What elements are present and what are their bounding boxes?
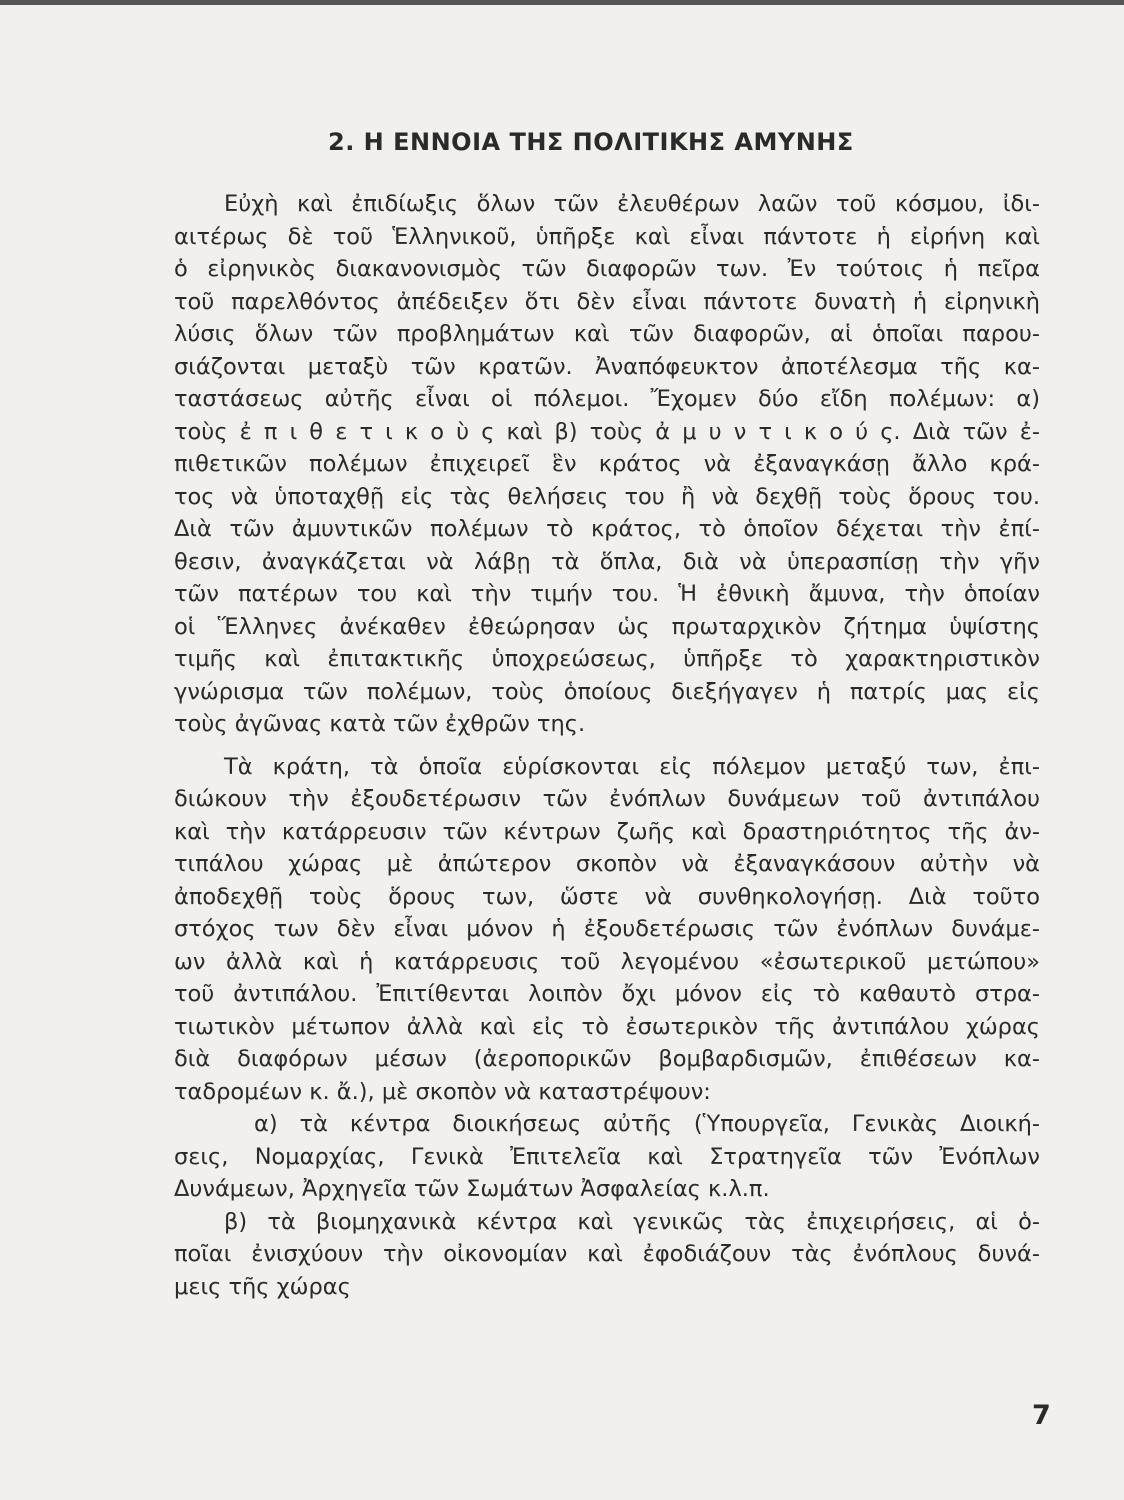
body-text <box>174 188 1040 1303</box>
text-line: λύσις ὅλων τῶν προβλημάτων καὶ τῶν διαφορῶν, αἱ ὁποῖαι παρου- <box>174 321 1040 347</box>
text-line: τῶν πατέρων του καὶ τὴν τιμήν του. Ἡ ἐθνικὴ ἄμυνα, τὴν ὁποίαν <box>174 581 1040 607</box>
text-line: Τὰ κράτη, τὰ ὁποῖα εὑρίσκονται εἰς πόλεμον μεταξύ των, ἐπι- <box>224 753 1040 780</box>
text-line: ἀποδεχθῇ τοὺς ὅρους των, ὥστε νὰ συνθηκολογήσῃ. Διὰ τοῦτο <box>174 883 1040 910</box>
text-line: τιμῆς καὶ ἐπιτακτικῆς ὑποχρεώσεως, ὑπῆρξε τὸ χαρακτηριστικὸν <box>174 646 1040 672</box>
text-line: διὰ διαφόρων μέσων (ἀεροπορικῶν βομβαρδισμῶν, ἐπιθέσεων κα- <box>174 1046 1040 1072</box>
text-line: ταδρομέων κ. ἄ.), μὲ σκοπὸν νὰ καταστρέψουν: <box>174 1078 711 1105</box>
list-item-a-line: Δυνάμεων, Ἀρχηγεῖα τῶν Σωμάτων Ἀσφαλείας κ.λ.π. <box>174 1176 770 1202</box>
text-line: σιάζονται μεταξὺ τῶν κρατῶν. Ἀναπόφευκτον ἀποτέλεσμα τῆς κα- <box>174 353 1040 380</box>
text-line: πιθετικῶν πολέμων ἐπιχειρεῖ ἓν κράτος νὰ ἐξαναγκάσῃ ἄλλο κρά- <box>174 451 1040 477</box>
text-line: τοῦ παρελθόντος ἀπέδειξεν ὅτι δὲν εἶναι πάντοτε δυνατὴ ἡ εἰρηνικὴ <box>174 288 1040 315</box>
text-line: διώκουν τὴν ἐξουδετέρωσιν τῶν ἐνόπλων δυνάμεων τοῦ ἀντιπάλου <box>174 786 1040 812</box>
text-line: ταστάσεως αὐτῆς εἶναι οἱ πόλεμοι. Ἔχομεν δύο εἴδη πολέμων: α) <box>174 386 1040 412</box>
text-line: Διὰ τῶν ἀμυντικῶν πολέμων τὸ κράτος, τὸ ὁποῖον δέχεται τὴν ἐπί- <box>174 516 1040 542</box>
text-line: τιπάλου χώρας μὲ ἀπώτερον σκοπὸν νὰ ἐξαναγκάσουν αὐτὴν νὰ <box>174 851 1040 877</box>
list-item-b-line: μεις τῆς χώρας <box>174 1273 351 1300</box>
list-item-a-line: σεις, Νομαρχίας, Γενικὰ Ἐπιτελεῖα καὶ Στρατηγεῖα τῶν Ἐνόπλων <box>174 1143 1040 1170</box>
text-line: τος νὰ ὑποταχθῇ εἰς τὰς θελήσεις του ἢ νὰ δεχθῇ τοὺς ὅρους του. <box>174 483 1040 510</box>
text-line: τιωτικὸν μέτωπον ἀλλὰ καὶ εἰς τὸ ἐσωτερικὸν τῆς ἀντιπάλου χώρας <box>174 1013 1040 1040</box>
paragraph-spacer <box>174 741 1040 751</box>
text-line: ὁ εἰρηνικὸς διακανονισμὸς τῶν διαφορῶν των. Ἐν τούτοις ἡ πεῖρα <box>174 256 1040 282</box>
list-item-a-line: α) τὰ κέντρα διοικήσεως αὐτῆς (Ὑπουργεῖα, Γενικὰς Διοική- <box>254 1111 1040 1137</box>
text-line: Εὐχὴ καὶ ἐπιδίωξις ὅλων τῶν ἐλευθέρων λαῶν τοῦ κόσμου, ἰδι- <box>224 191 1040 217</box>
text-line: καὶ τὴν κατάρρευσιν τῶν κέντρων ζωῆς καὶ δραστηριότητος τῆς ἀν- <box>174 818 1040 845</box>
text-line: τοῦ ἀντιπάλου. Ἐπιτίθενται λοιπὸν ὄχι μόνον εἰς τὸ καθαυτὸ στρα- <box>174 981 1040 1007</box>
text-line: τοὺς ἐ π ι θ ε τ ι κ ο ὺ ς καὶ β) τοὺς ἀ μ υ ν τ ι κ ο ύ ς. Διὰ τῶν ἐ- <box>174 418 1040 445</box>
text-line: γνώρισμα τῶν πολέμων, τοὺς ὁποίους διεξήγαγεν ἡ πατρίς μας εἰς <box>174 678 1040 705</box>
text-line: αιτέρως δὲ τοῦ Ἑλληνικοῦ, ὑπῆρξε καὶ εἶναι πάντοτε ἡ εἰρήνη καὶ <box>174 223 1040 250</box>
text-line: τοὺς ἀγῶνας κατὰ τῶν ἐχθρῶν της. <box>174 711 586 737</box>
page-number: 7 <box>1032 1400 1051 1431</box>
text-line: ων ἀλλὰ καὶ ἡ κατάρρευσις τοῦ λεγομένου «ἐσωτερικοῦ μετώπου» <box>174 948 1040 975</box>
list-item-b-line: ποῖαι ἐνισχύουν τὴν οἰκονομίαν καὶ ἐφοδιάζουν τὰς ἐνόπλους δυνά- <box>174 1241 1040 1267</box>
text-line: στόχος των δὲν εἶναι μόνον ἡ ἐξουδετέρωσις τῶν ἐνόπλων δυνάμε- <box>174 916 1040 942</box>
text-line: οἱ Ἕλληνες ἀνέκαθεν ἐθεώρησαν ὡς πρωταρχικὸν ζήτημα ὑψίστης <box>174 613 1040 640</box>
section-heading: 2. Η ΕΝΝΟΙΑ ΤΗΣ ΠΟΛΙΤΙΚΗΣ ΑΜΥΝΗΣ <box>328 128 854 156</box>
text-line: θεσιν, ἀναγκάζεται νὰ λάβῃ τὰ ὅπλα, διὰ νὰ ὑπερασπίσῃ τὴν γῆν <box>174 548 1040 575</box>
list-item-b-line: β) τὰ βιομηχανικὰ κέντρα καὶ γενικῶς τὰς ἐπιχειρήσεις, αἱ ὁ- <box>224 1208 1040 1235</box>
